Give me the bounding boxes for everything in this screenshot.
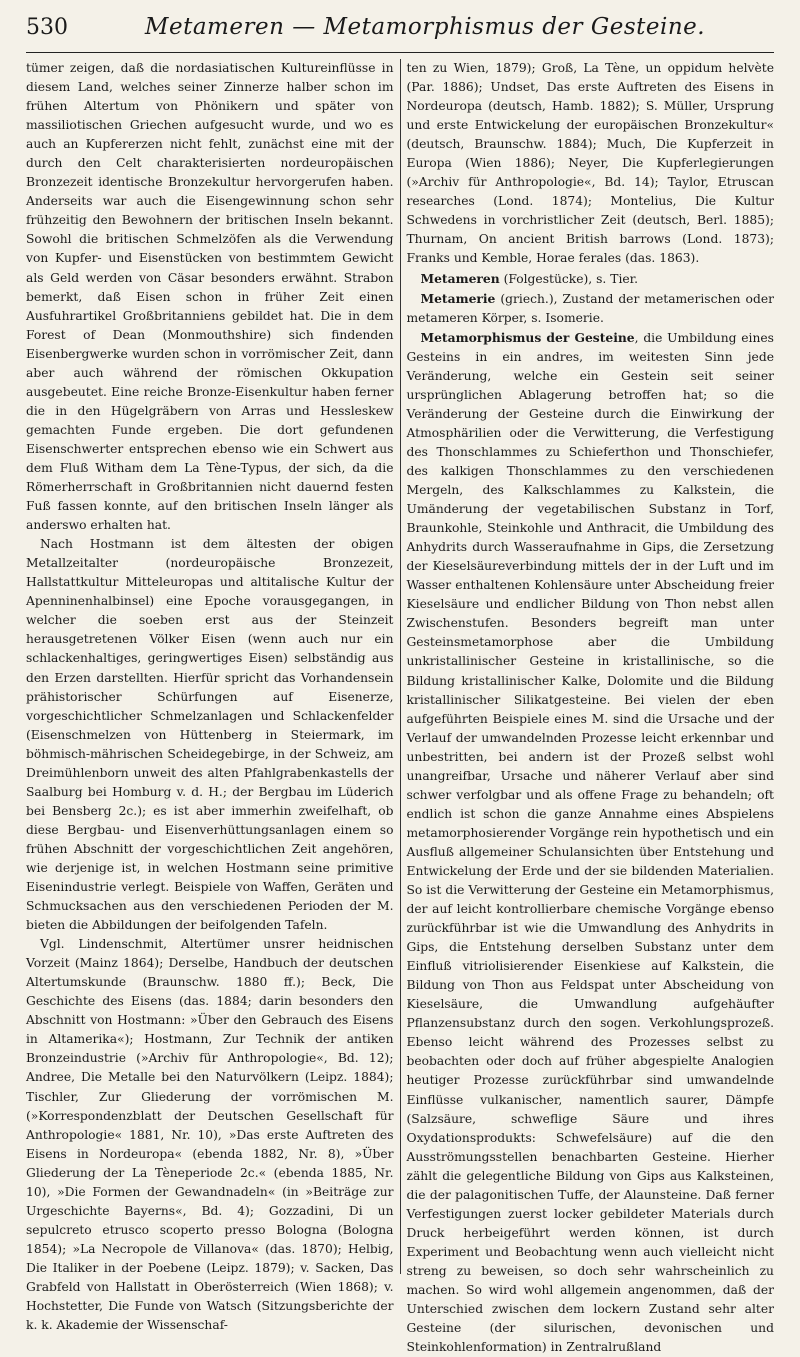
dictionary-entry — [406, 269, 774, 289]
page-header — [26, 14, 774, 52]
paragraph: tümer zeigen, daß die nordasiatischen Kultureinflüsse in diesem Land, welches seiner Zinnerze halber schon im frühen Altertum von Phönikern und später von massiliotischen Griechen aufgesucht wurde, und wo es auch an Kupfererzen nicht fehlt, zunächst eine mit der durch den Celt charakterisierten nordeuropäischen Bronzezeit identische Bronzekultur hervorgerufen haben. Anderseits war auch die Eisengewinnung schon sehr frühzeitig den Bewohnern der britischen Inseln bekannt. Sowohl die britischen Schmelzöfen als die Verwendung von Kupfer- und Eisenstücken von bestimmtem Gewicht als Geld werden von Cäsar besonders erwähnt. Strabon bemerkt, daß Eisen schon in früher Zeit einen Ausfuhrartikel Großbritanniens gebildet hat. Die in dem Forest of Dean (Monmouthshire) sich findenden Eisenbergwerke wurden schon in vorrömischer Zeit, dann aber auch während der römischen Okkupation ausgebeutet. Eine reiche Bronze-Eisenkultur haben ferner die in den Hügelgräbern von Arras und Hessleskew gemachten Funde ergeben. Die dort gefundenen Eisenschwerter entsprechen ebenso wie ein Schwert aus dem Fluß Witham dem La Tène-Typus, der sich, da die Römerherrschaft in Großbritannien nicht dauernd festen Fuß fassen konnte, auf den britischen Inseln länger als anderswo erhalten hat. — [26, 61, 394, 533]
paragraph — [406, 59, 774, 269]
left-column — [26, 59, 394, 1333]
paragraph: Vgl. Lindenschmit, Altertümer unsrer heidnischen Vorzeit (Mainz 1864); Derselbe, Handbuch der deutschen Altertumskunde (Braunschw. 1880 ff.); Beck, Die Geschichte des Eisens (das. 1884; darin besonders den Abschnitt von Hostmann: »Über den Gebrauch des Eisens in Altamerika«); Hostmann, Zur Technik der antiken Bronzeindustrie (»Archiv für Anthropologie«, Bd. 12); Andree, Die Metalle bei den Naturvölkern (Leipz. 1884); Tischler, Zur Gliederung der vorrömischen M. (»Korrespondenzblatt der Deutschen Gesellschaft für Anthropologie« 1881, Nr. 10), »Das erste Auftreten des Eisens in Nordeuropa« (ebenda 1882, Nr. 8), »Über Gliederung der La Tèneperiode 2c.« (ebenda 1885, Nr. 10), »Die Formen der Gewandnadeln« (in »Beiträge zur Urgeschichte Bayerns«, Bd. 4); Gozzadini, Di un sepulcreto etrusco scoperto presso Bologna (Bologna 1854); »La Necropole de Villanova« (das. 1870); Helbig, Die Italiker in der Poebene (Leipz. 1879); v. Sacken, Das Grabfeld von Hallstatt in Oberösterreich (Wien 1868); v. Hochstetter, Die Funde von Watsch (Sitzungsberichte der k. k. Akademie der Wissenschaf- — [26, 937, 394, 1333]
entry-text: , die Umbildung eines Gesteins in ein andres, im weitesten Sinn jede Veränderung, welche ein Gestein seit seiner ursprünglichen Ablagerung betroffen hat; so die Veränderung der Gesteine durch die Einwirkung der Atmosphärilien oder die Verwitterung, die Verfestigung des Thonschlammes zu Schieferthon und Thonschiefer, des kalkigen Thonschlammes zu den verschiedenen Mergeln, des Kalkschlammes zu Kalkstein, die Umänderung der vegetabilischen Substanz in Torf, Braunkohle, Steinkohle und Anthracit, die Umbildung des Anhydrits durch Wasseraufnahme in Gips, die Zersetzung der Kieselsäureverbindung mittels der in der Luft und im Wasser enthaltenen Kohlensäure unter Abscheidung freier Kieselsäure und endlicher Bildung von Thon nebst allen Zwischenstufen. Besonders begreift man unter Gesteinsmetamorphose aber die Umbildung unkristallinischer Gesteine in kristallinische, so die Bildung kristallinischer Kalke, Dolomite und die Bildung kristallinischer Silikatgesteine. Bei vielen der eben aufgeführten Beispiele eines M. sind die Ursache und der Verlauf der umwandelnden Prozesse leicht erkennbar und unbestritten, bei andern ist der Prozeß selbst wohl unangreifbar, Ursache und näherer Verlauf aber sind schwer verfolgbar und als offene Frage zu behandeln; oft endlich ist schon die ganze Annahme eines Abspielens metamorphosierender Vorgänge rein hypothetisch und ein Ausfluß allgemeiner Schulansichten über Entstehung und Entwickelung der Erde und der sie bildenden Materialien. So ist die Verwitterung der Gesteine ein Metamorphismus, der auf leicht kontrollierbare chemische Vorgänge ebenso zurückführbar ist wie die Umwandlung des Anhydrits in Gips, die Entstehung derselben Substanz unter dem Einfluß vitriolisierender Eisenkiese auf Kalkstein, die Bildung von Thon aus Feldspat unter Abscheidung von Kieselsäure, die Umwandlung aufgehäufter Pflanzensubstanz durch den sogen. Verkohlungsprozeß. Ebenso leicht während des Prozesses selbst zu beobachten oder doch auf früher abgespielte Analogien heutiger Prozesse zurückführbar sind umwandelnde Einflüsse vulkanischer, namentlich saurer, Dämpfe (Salzsäure, schweflige Säure und ihres Oxydationsprodukts: Schwefelsäure) auf die den Ausströmungsstellen benachbarten Gesteine. Hierher zählt die gelegentliche Bildung von Gips aus Kalksteinen, die der palagonitischen Tuffe, der Alaunsteine. Daß ferner Verfestigungen zuerst locker gebildeter Materials durch Druck herbeigeführt werden können, ist durch Experiment und Beobachtung wenn auch vielleicht nicht streng zu beweisen, so doch sehr wahrscheinlich zu machen. So wird wohl allgemein angenommen, daß der Unterschied zwischen dem lockern Zustand sehr alter Gesteine (der silurischen, devonischen und Steinkohlenformation) in Zentralrußland — [406, 330, 774, 1355]
entry-headword: Metameren — [420, 270, 500, 286]
dictionary-entry — [406, 328, 774, 1357]
running-title: Metameren — Metamorphismus der Gesteine. — [144, 14, 706, 40]
entry-text: (griech.), Zustand der metamerischen oder metameren Körper, s. Isomerie. — [406, 291, 774, 325]
page-number: 530 — [26, 15, 68, 40]
paragraph: Nach Hostmann ist dem ältesten der obigen Metallzeitalter (nordeuropäische Bronzezeit, Hallstattkultur Mitteleuropas und altitalische Kultur der Apenninenhalbinsel) eine Epoche vorausgegangen, in welcher die soeben erst aus der Steinzeit herausgetretenen Völker Eisen (wenn auch nur ein schlackenhaltiges, geringwertiges Eisen) selbständig aus den Erzen darstellten. Hierfür spricht das Vorhandensein prähistorischer Schürfungen auf Eisenerze, vorgeschichtlicher Schmelzanlagen und Schlackenfelder (Eisenschmelzen von Hüttenberg in Steiermark, im böhmisch-mährischen Scheidegebirge, in der Schweiz, am Dreimühlenborn unweit des alten Pfahlgrabenkastells der Saalburg bei Homburg v. d. H.; der Bergbau im Lüderich bei Bensberg 2c.); es ist aber immerhin zweifelhaft, ob diese Bergbau- und Eisenverhüttungsanlagen einem so frühen Abschnitt der vorgeschichtlichen Zeit angehören, wie derjenige ist, in welchen Hostmann seine primitive Eisenindustrie verlegt. Beispiele von Waffen, Geräten und Schmucksachen aus den verschiedenen Perioden der M. bieten die Abbildungen der beifolgenden Tafeln. — [26, 537, 394, 933]
right-column — [406, 59, 774, 1355]
entry-headword: Metamerie — [420, 290, 496, 306]
entry-text: (Folgestücke), s. Tier. — [499, 271, 639, 286]
entry-headword: Metamorphismus der Gesteine — [420, 329, 635, 345]
entry-text: ten zu Wien, 1879); Groß, La Tène, un oppidum helvète (Par. 1886); Undset, Das erste Auftreten des Eisens in Nordeuropa (deutsch, Hamb. 1882); S. Müller, Ursprung und erste Entwickelung der europäischen Bronzekultur« (deutsch, Braunschw. 1884); Much, Die Kupferzeit in Europa (Wien 1886); Neyer, Die Kupferlegierungen (»Archiv für Anthropologie«, Bd. 14); Taylor, Etruscan researches (Lond. 1874); Montelius, Die Kultur Schwedens in vorchristlicher Zeit (deutsch, Berl. 1885); Thurnam, On ancient British barrows (Lond. 1873); Franks und Kemble, Horae ferales (das. 1863). — [406, 61, 774, 266]
column-divider — [400, 59, 401, 1274]
text-columns — [26, 59, 774, 1355]
header-rule — [26, 52, 774, 53]
dictionary-entry — [406, 289, 774, 328]
